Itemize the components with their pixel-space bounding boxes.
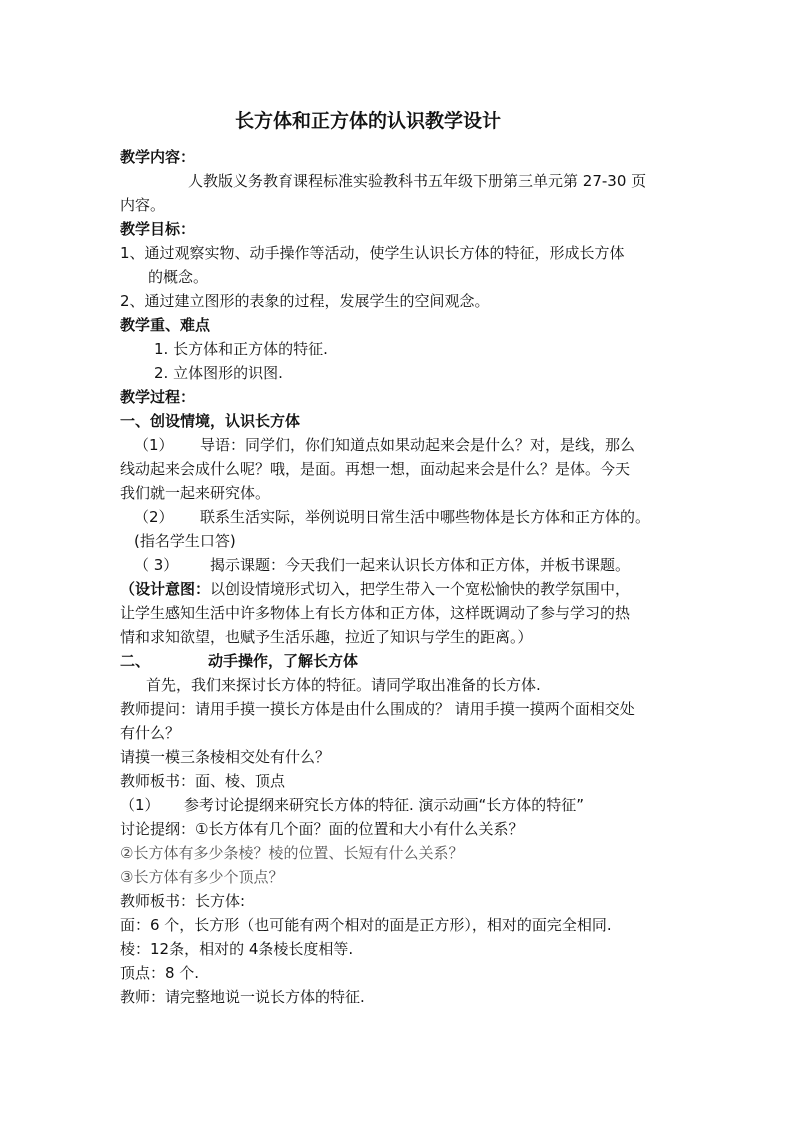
teacher-question-line-2: 有什么？: [120, 724, 181, 742]
keypoint-2: 2. 立体图形的识图.: [154, 364, 283, 382]
discussion-number: （1）: [120, 796, 160, 814]
design-intent-line-3: 情和求知欲望，也赋予生活乐趣，拉近了知识与学生的距离。）: [120, 628, 533, 646]
feature-edges: 棱：12条，相对的 4条棱长度相等.: [120, 940, 354, 958]
goals-heading: 教学目标：: [120, 220, 196, 238]
teacher-question-line-1: 教师提问：请用手摸一摸长方体是由什么围成的？ 请用手摸一摸两个面相交处: [120, 700, 635, 718]
content-line-1: 人教版义务教育课程标准实验教科书五年级下册第三单元第 27-30 页: [188, 172, 647, 190]
section-2-number: 二、: [120, 652, 151, 670]
goal-1-line-2: 的概念。: [148, 268, 209, 286]
design-intent-line-2: 让学生感知生活中许多物体上有长方体和正方体，这样既调动了参与学习的热: [120, 604, 631, 622]
design-intent-text: 以创设情境形式切入，把学生带入一个宽松愉快的教学氛围中，: [210, 580, 631, 598]
step-3-number: （ 3）: [134, 556, 179, 574]
step-2-line-1: 联系生活实际，举例说明日常生活中哪些物体是长方体和正方体的。: [200, 508, 651, 526]
outline-3: ③长方体有多少个顶点？: [120, 868, 284, 886]
discussion-text: 参考讨论提纲来研究长方体的特征. 演示动画“长方体的特征”: [184, 796, 585, 814]
goal-2: 2、通过建立图形的表象的过程，发展学生的空间观念。: [120, 292, 490, 310]
document-title: 长方体和正方体的认识教学设计: [235, 110, 502, 132]
outline-2: ②长方体有多少条棱？棱的位置、长短有什么关系？: [120, 844, 464, 862]
explore-intro: 首先，我们来探讨长方体的特征。请同学取出准备的长方体.: [146, 676, 541, 694]
keypoint-1: 1. 长方体和正方体的特征.: [154, 340, 328, 358]
step-3-line-1: 揭示课题：今天我们一起来认识长方体和正方体，并板书课题。: [210, 556, 631, 574]
goal-1-line-1: 1、通过观察实物、动手操作等活动，使学生认识长方体的特征，形成长方体: [120, 244, 625, 262]
content-line-2: 内容。: [120, 196, 166, 214]
step-2-number: （2）: [134, 508, 174, 526]
teacher-summary: 教师：请完整地说一说长方体的特征.: [120, 988, 365, 1006]
keypoints-heading: 教学重、难点: [120, 316, 211, 334]
board-writing-1: 教师板书：面、棱、顶点: [120, 772, 286, 790]
section-2-title: 动手操作，了解长方体: [208, 652, 359, 670]
step-1-number: （1）: [134, 436, 174, 454]
design-intent-label: （设计意图：: [120, 580, 211, 598]
step-1-line-2: 线动起来会成什么呢？哦，是面。再想一想，面动起来会是什么？是体。今天: [120, 460, 631, 478]
design-intent-line-1: [120, 579, 630, 599]
step-2-line-2: (指名学生口答): [134, 532, 236, 550]
board-writing-2: 教师板书：长方体:: [120, 892, 246, 910]
content-heading: 教学内容：: [120, 148, 196, 166]
process-heading: 教学过程：: [120, 388, 196, 406]
feature-vertices: 顶点：8 个.: [120, 964, 200, 982]
feature-faces: 面：6 个，长方形（也可能有两个相对的面是正方形），相对的面完全相同.: [120, 916, 612, 934]
outline-1: 讨论提纲：①长方体有几个面？面的位置和大小有什么关系？: [120, 820, 524, 838]
section-1-title: 一、创设情境，认识长方体: [120, 412, 301, 430]
teacher-question-2: 请摸一模三条棱相交处有什么？: [120, 748, 331, 766]
step-1-line-1: 导语：同学们，你们知道点如果动起来会是什么？对，是线，那么: [200, 436, 636, 454]
step-1-line-3: 我们就一起来研究体。: [120, 484, 271, 502]
